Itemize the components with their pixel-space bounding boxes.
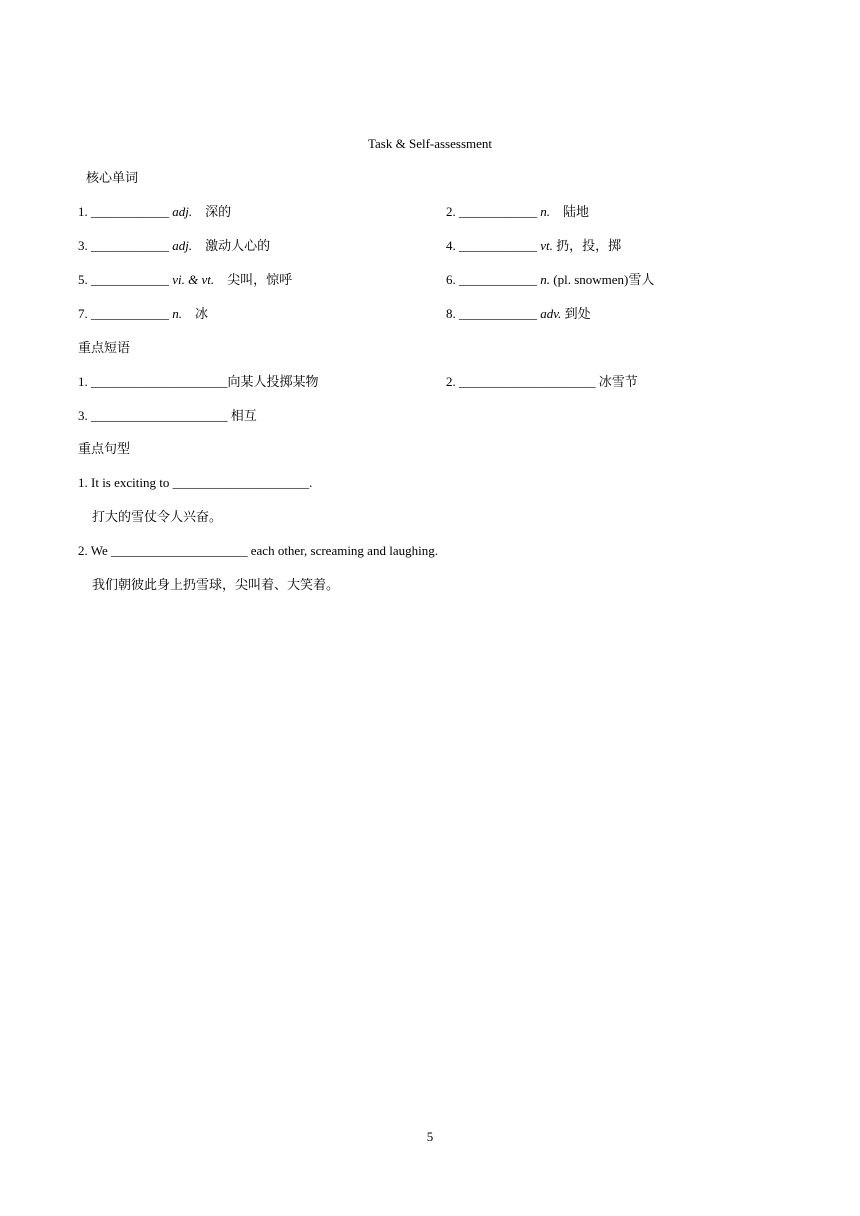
- item-number: 2.: [446, 204, 459, 219]
- item-number: 4.: [446, 238, 459, 253]
- part-of-speech: adj.: [172, 238, 193, 253]
- sentences-heading: 重点句型: [78, 441, 131, 456]
- meaning: 冰雪节: [595, 374, 638, 389]
- meaning: 陆地: [550, 204, 590, 219]
- answer-blank: _____________________: [91, 408, 228, 423]
- item-number: 2.: [446, 374, 459, 389]
- part-of-speech: vi. & vt.: [172, 272, 215, 287]
- part-of-speech: n.: [172, 306, 182, 321]
- vocab-item: [78, 237, 270, 255]
- item-number: 8.: [446, 306, 459, 321]
- part-of-speech: n.: [540, 272, 550, 287]
- vocab-item: [446, 203, 589, 221]
- item-number: 1.: [78, 374, 91, 389]
- meaning: 冰: [182, 306, 209, 321]
- meaning: (pl. snowmen)雪人: [550, 272, 655, 287]
- vocab-item: [78, 305, 208, 323]
- answer-blank: ____________: [459, 204, 537, 219]
- answer-blank: ____________: [459, 272, 537, 287]
- vocab-item: [78, 271, 292, 289]
- sentence-chinese: 我们朝彼此身上扔雪球，尖叫着、大笑着。: [92, 577, 340, 592]
- answer-blank: ____________: [459, 238, 537, 253]
- meaning: 相互: [227, 408, 257, 423]
- part-of-speech: adv.: [540, 306, 562, 321]
- answer-blank: ____________: [91, 306, 169, 321]
- sentence-chinese: 打大的雪仗令人兴奋。: [92, 509, 223, 524]
- phrases-heading: 重点短语: [78, 340, 131, 355]
- phrase-item: [446, 373, 638, 391]
- part-of-speech: n.: [540, 204, 550, 219]
- meaning: 扔，投，掷: [552, 238, 622, 253]
- vocab-heading: 核心单词: [86, 170, 139, 185]
- item-number: 5.: [78, 272, 91, 287]
- answer-blank: ____________: [91, 204, 169, 219]
- vocab-item: [446, 305, 591, 323]
- vocab-item: [446, 271, 654, 289]
- meaning: 深的: [192, 204, 232, 219]
- vocab-item: [446, 237, 621, 255]
- item-number: 7.: [78, 306, 91, 321]
- sentence-english: 1. It is exciting to _____________________.: [78, 475, 313, 490]
- meaning: 向某人投掷某物: [227, 374, 319, 389]
- item-number: 1.: [78, 204, 91, 219]
- item-number: 3.: [78, 238, 91, 253]
- page-title: Task & Self-assessment: [367, 136, 492, 151]
- item-number: 3.: [78, 408, 91, 423]
- part-of-speech: adj.: [172, 204, 193, 219]
- answer-blank: _____________________: [459, 374, 596, 389]
- meaning: 激动人心的: [192, 238, 271, 253]
- item-number: 6.: [446, 272, 459, 287]
- answer-blank: ____________: [91, 238, 169, 253]
- meaning: 到处: [561, 306, 591, 321]
- page-number: 5: [426, 1129, 434, 1144]
- answer-blank: ____________: [91, 272, 169, 287]
- phrase-item: [78, 407, 257, 425]
- meaning: 尖叫，惊呼: [214, 272, 293, 287]
- answer-blank: _____________________: [91, 374, 228, 389]
- phrase-item: [78, 373, 319, 391]
- part-of-speech: vt.: [540, 238, 553, 253]
- sentence-english: 2. We _____________________ each other, screaming and laughing.: [78, 543, 438, 558]
- vocab-item: [78, 203, 231, 221]
- answer-blank: ____________: [459, 306, 537, 321]
